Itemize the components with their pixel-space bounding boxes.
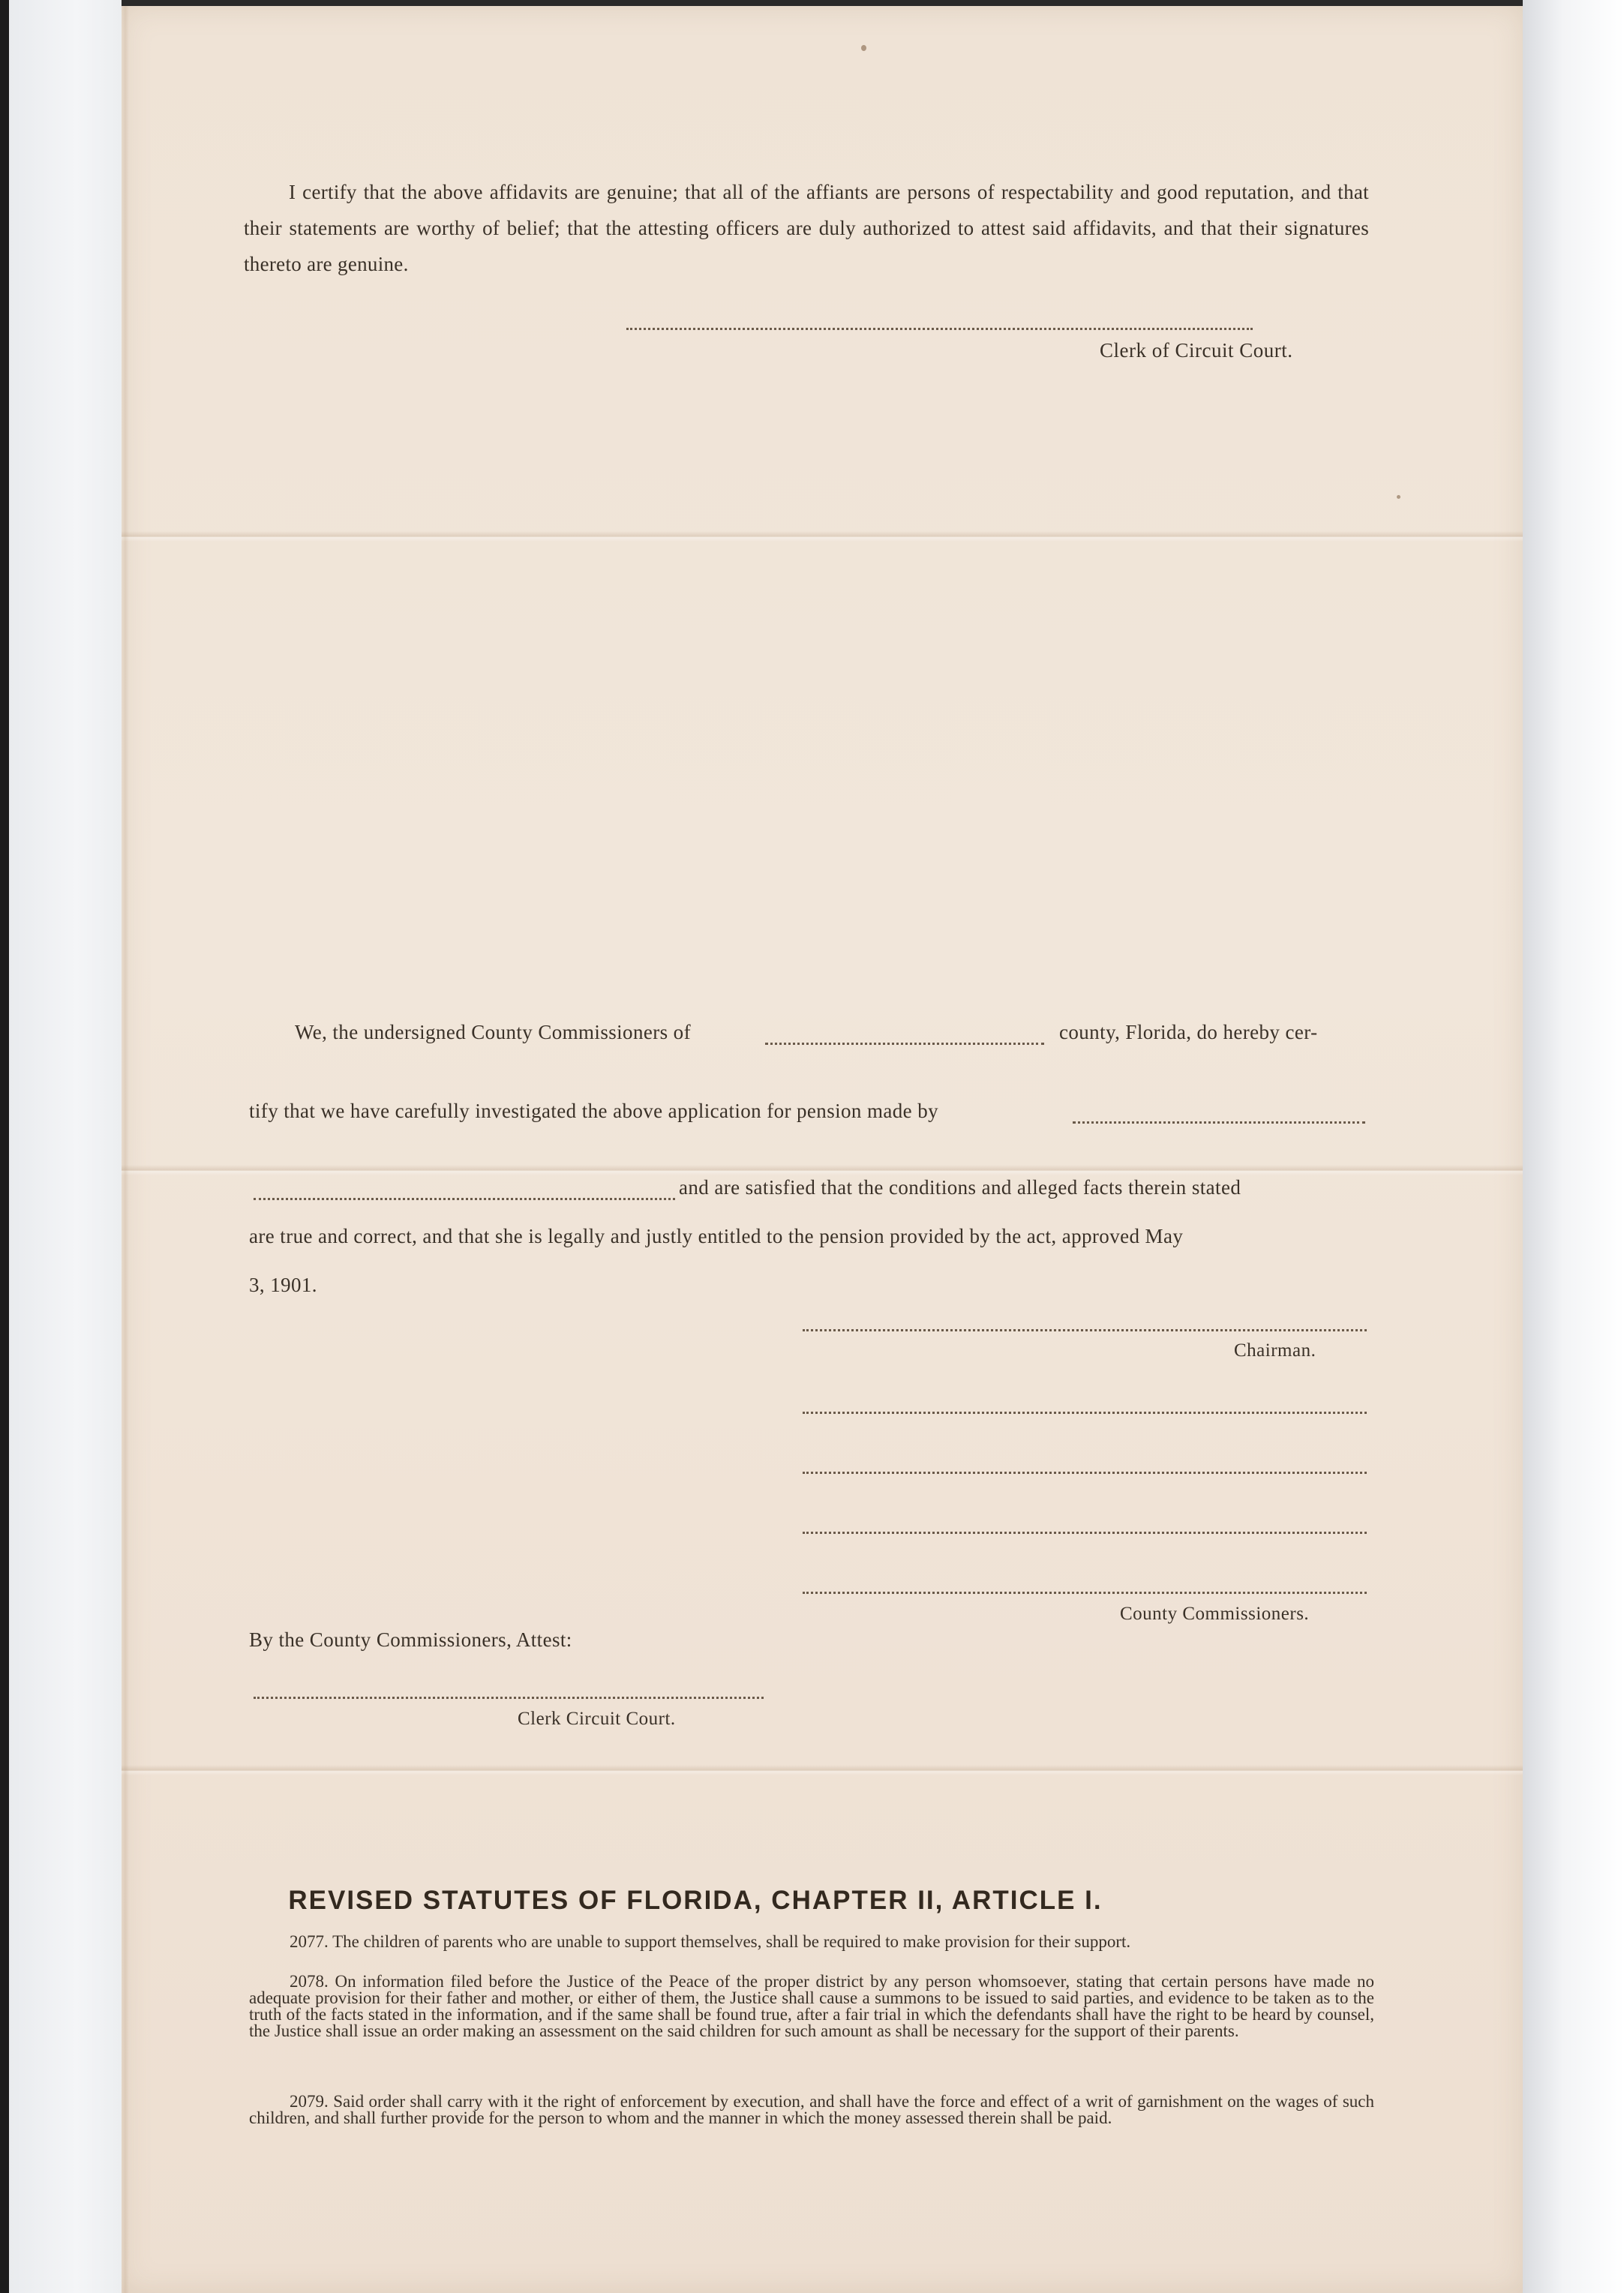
statute-2078 (249, 1973, 1374, 2039)
clerk-of-circuit-court-label: Clerk of Circuit Court. (1100, 339, 1293, 362)
county-commissioners-label: County Commissioners. (1120, 1604, 1310, 1624)
commissioners-line-1-end: county, Florida, do hereby cer- (1059, 1021, 1318, 1043)
commissioners-line-2: tify that we have carefully investigated the above application for pension made by (249, 1100, 938, 1122)
statute-2079 (249, 2093, 1374, 2126)
chairman-signature-line[interactable] (803, 1329, 1367, 1331)
applicant-name-blank-1[interactable] (1073, 1121, 1365, 1124)
scanner-background-right (1523, 0, 1624, 2293)
statute-2077-text: 2077. The children of parents who are unable to support themselves, shall be required to make provision for their support. (290, 1932, 1131, 1951)
county-name-blank[interactable] (765, 1043, 1044, 1045)
ink-spot (861, 45, 866, 51)
clerk-attest-signature-line[interactable] (254, 1697, 764, 1699)
paper-fold-3 (122, 1765, 1523, 1775)
certification-paragraph: I certify that the above affidavits are genuine; that all of the affiants are persons of respectability and good reputation, and that their statements are worthy of belief; that the attesting officers are duly authorized to attest said affidavits, and that their signatures thereto are genuine. (244, 181, 1369, 275)
attest-label: By the County Commissioners, Attest: (249, 1628, 572, 1651)
commissioners-line-4: are true and correct, and that she is legally and justly entitled to the pension provided by the act, approved May (249, 1225, 1184, 1247)
statute-2078-text: 2078. On information filed before the Justice of the Peace of the proper district by any person whomsoever, stating that certain persons have made no adequate provision for their father and mother, or either of them, the Justice shall cause a summons to be issued to said parties, and evidence to be taken as to the truth of the facts stated in the information, and if the same shall be found true, after a fair trial in which the defendants shall have the right to be heard by counsel, the Justice shall issue an order making an assessment on the said children for such amount as shall be necessary for the support of their parents. (249, 1972, 1374, 2040)
commissioner-signature-line[interactable] (803, 1412, 1367, 1414)
scanner-top-edge (0, 0, 1624, 6)
statutes-title: REVISED STATUTES OF FLORIDA, CHAPTER II, ARTICLE I. (288, 1886, 1103, 1915)
paper-fold-1 (122, 531, 1523, 542)
statute-2077 (249, 1934, 1374, 1950)
paper-edge-left (122, 6, 129, 2293)
commissioners-line-3: and are satisfied that the conditions and alleged facts therein stated (679, 1176, 1241, 1199)
clerk-signature-line[interactable] (626, 328, 1253, 330)
commissioners-line-1-start: We, the undersigned County Commissioners of (295, 1021, 691, 1043)
scanner-left-border (0, 0, 9, 2293)
commissioners-line-5: 3, 1901. (249, 1274, 317, 1296)
ink-spot (1397, 495, 1400, 499)
commissioner-signature-line[interactable] (803, 1532, 1367, 1534)
chairman-label: Chairman. (1234, 1340, 1316, 1361)
applicant-name-blank-2[interactable] (254, 1198, 675, 1200)
commissioner-signature-line[interactable] (803, 1472, 1367, 1474)
statute-2079-text: 2079. Said order shall carry with it the right of enforcement by execution, and shall have the force and effect of a writ of garnishment on the wages of such children, and shall further provide for the person to whom and the manner in which the money assessed therein shall be paid. (249, 2092, 1374, 2127)
clerk-circuit-court-label: Clerk Circuit Court. (518, 1709, 676, 1729)
scanner-background-left (9, 0, 122, 2293)
commissioner-signature-line[interactable] (803, 1592, 1367, 1594)
